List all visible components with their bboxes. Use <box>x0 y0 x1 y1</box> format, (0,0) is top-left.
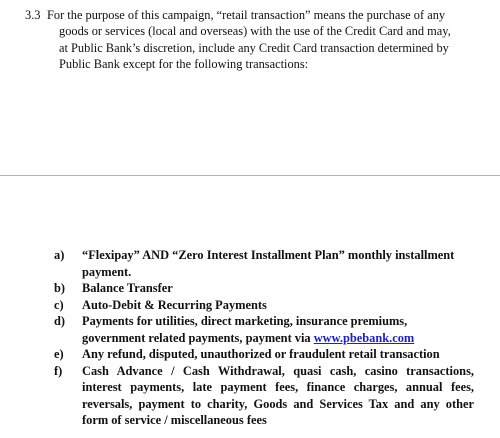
list-marker: d) <box>54 314 66 328</box>
pbebank-link[interactable]: www.pbebank.com <box>313 330 415 345</box>
list-item-text: payment. <box>82 264 132 279</box>
clause-line: For the purpose of this campaign, “retail transaction” means the purchase of any <box>47 8 446 22</box>
list-item-text: Any refund, disputed, unauthorized or fraudulent retail transaction <box>82 347 440 361</box>
list-item-text: Cash Advance / Cash Withdrawal, quasi cash, casino transactions, <box>82 363 474 378</box>
list-marker: b) <box>54 281 66 295</box>
list-item-text-prefix: government related payments, payment via <box>82 330 314 345</box>
list-item-text: form of service / miscellaneous fees <box>82 413 267 427</box>
list-item-text: Auto-Debit & Recurring Payments <box>82 297 267 312</box>
list-marker: c) <box>54 297 64 312</box>
list-marker: a) <box>54 248 65 262</box>
list-marker: f) <box>54 363 63 378</box>
list-item-d <box>54 313 474 346</box>
clause-line: Public Bank except for the following transactions: <box>59 57 309 72</box>
clause-number: 3.3 <box>25 8 41 22</box>
clause-line: at Public Bank’s discretion, include any Credit Card transaction determined by <box>59 40 449 55</box>
list-item-text: Payments for utilities, direct marketing, insurance premiums, <box>82 314 408 328</box>
clause-line: goods or services (local and overseas) with the use of the Credit Card and may, <box>59 24 451 39</box>
list-item-e <box>54 346 474 363</box>
list-item-b <box>54 280 474 297</box>
list-item-a <box>54 247 474 280</box>
list-item-f <box>54 363 474 429</box>
page-divider <box>0 175 500 176</box>
clause-3-3 <box>25 7 480 73</box>
exclusion-list <box>54 247 474 429</box>
list-marker: e) <box>54 347 64 361</box>
list-item-text: Balance Transfer <box>82 281 173 295</box>
list-item-text: interest payments, late payment fees, finance charges, annual fees, <box>82 380 474 394</box>
list-item-text: “Flexipay” AND “Zero Interest Installment Plan” monthly installment <box>82 248 455 262</box>
list-item-text: reversals, payment to charity, Goods and Services Tax and any other <box>82 396 474 411</box>
list-item-text <box>82 330 474 347</box>
list-item-c <box>54 297 474 314</box>
